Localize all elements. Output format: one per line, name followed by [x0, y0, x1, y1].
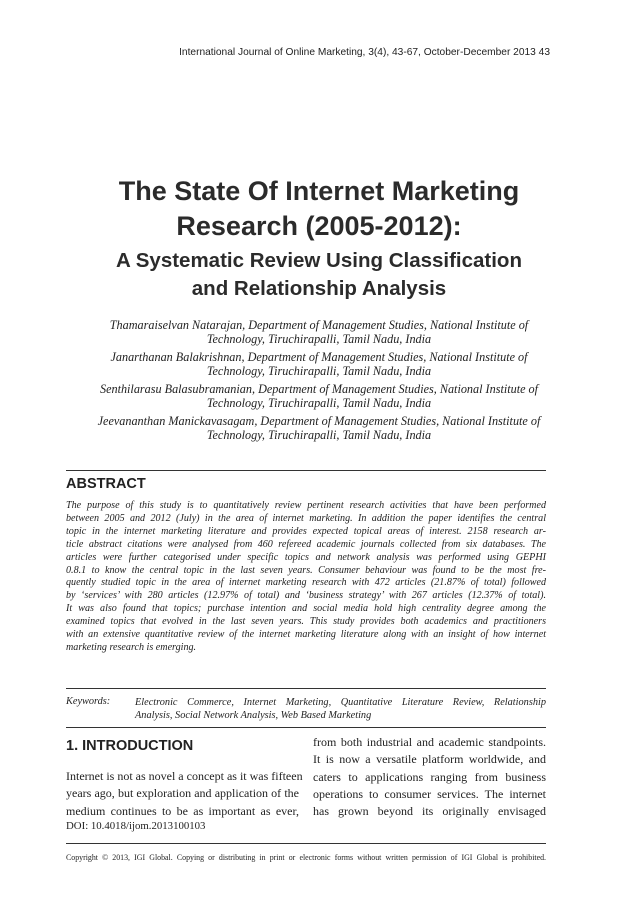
keywords-label: Keywords: [66, 696, 111, 707]
running-header: International Journal of Online Marketing, 3(4), 43-67, October-December 2013 43 [179, 47, 550, 58]
author-affiliation: Thamaraiselvan Natarajan, Department of Management Studies, National Institute of Technology, Tiruchirapalli, Tamil Nadu, India [109, 318, 529, 346]
abstract-line: It was also found that topics; purchase intention and social media hold high centrality degree among the [66, 603, 546, 615]
author-affiliation: Janarthanan Balakrishnan, Department of Management Studies, National Institute of Technology, Tiruchirapalli, Tamil Nadu, India [110, 350, 528, 378]
body-line: caters to applications ranging from business [313, 769, 546, 784]
body-line: operations to consumer services. The internet [313, 786, 546, 801]
body-line: Internet is not as novel a concept as it was fifteen [66, 769, 303, 783]
body-line: medium continues to be as important as ever, [66, 803, 299, 818]
section-heading-introduction: 1. INTRODUCTION [66, 738, 194, 754]
author-affiliation: Senthilarasu Balasubramanian, Department of Management Studies, National Institute of Technology, Tiruchirapalli, Tamil Nadu, India [99, 382, 539, 410]
abstract-line: ticle abstract citations were analysed from 460 refereed academic journals collected from six databases. The [66, 538, 546, 550]
author-affiliation: Jeevananthan Manickavasagam, Department of Management Studies, National Institute of Technology, Tiruchirapalli, Tamil Nadu, India [97, 414, 541, 442]
keywords-line: Analysis, Social Network Analysis, Web Based Marketing [135, 710, 372, 721]
abstract-body [66, 500, 546, 655]
divider-footer [66, 843, 546, 844]
abstract-line: quently studied topic in the area of internet marketing research with 472 articles (21.87% of total) followed [66, 577, 546, 589]
copyright-notice: Copyright © 2013, IGI Global. Copying or distributing in print or electronic forms without written permission of IGI Global is prohibited. [66, 853, 546, 862]
title-line: Research (2005-2012): [176, 211, 462, 241]
doi-link[interactable]: DOI: 10.4018/ijom.2013100103 [66, 820, 206, 832]
paper-title [40, 174, 598, 244]
paper-subtitle [40, 247, 598, 303]
abstract-line: The purpose of this study is to quantitatively review pertinent research activities that have been performed [66, 500, 546, 511]
abstract-line: examined topics that evolved in the last seven years. This study provides both academics and practitioners [66, 616, 546, 628]
abstract-line: between 2005 and 2012 (July) in the area of internet marketing. In addition the paper identifies the central [66, 512, 546, 524]
intro-right-column [313, 734, 546, 820]
body-line: has grown beyond its originally envisaged [313, 804, 546, 819]
keywords-line: Electronic Commerce, Internet Marketing, Quantitative Literature Review, Relationship [135, 697, 546, 708]
abstract-line: articles were further categorised under specific topics and network analysis was performed using GEPHI [66, 551, 546, 563]
subtitle-line: and Relationship Analysis [191, 277, 447, 300]
divider-intro [66, 727, 546, 728]
abstract-line: topic in the internet marketing literature and provides expected topical areas of interest. 2158 research ar- [66, 525, 546, 537]
abstract-line: with an extensive quantitative review of the internet marketing literature along with an insight of how internet [66, 629, 546, 641]
body-line: years ago, but exploration and application of the [66, 786, 299, 801]
subtitle-line: A Systematic Review Using Classification [116, 249, 522, 272]
divider-keywords [66, 688, 546, 689]
abstract-heading: ABSTRACT [66, 476, 146, 492]
body-line: from both industrial and academic standpoints. [313, 735, 546, 749]
abstract-line: 0.8.1 to know the central topic in the last seven years. Consumer behaviour was found to be the most fre- [66, 564, 546, 576]
body-line: It is now a versatile platform worldwide, and [313, 752, 546, 767]
title-line: The State Of Internet Marketing [118, 176, 520, 206]
abstract-line: by ‘services’ with 280 articles (12.97% of total) and ‘business strategy’ with 267 articles (12.37% of total). [66, 590, 546, 602]
abstract-line: marketing research is emerging. [66, 641, 197, 653]
keywords-list [135, 696, 546, 722]
intro-left-column [66, 768, 303, 820]
author-list [62, 318, 576, 446]
divider-top [66, 470, 546, 471]
